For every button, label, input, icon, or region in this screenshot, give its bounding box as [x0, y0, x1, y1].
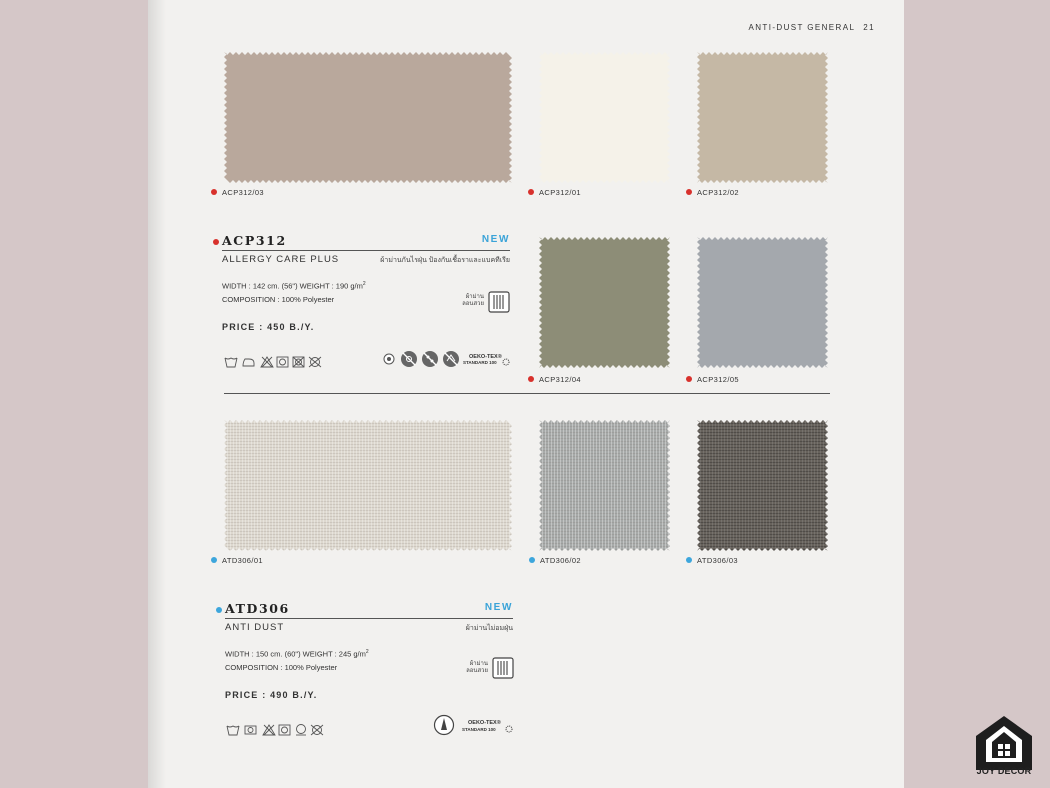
composition: COMPOSITION : 100% Polyester	[225, 662, 338, 672]
swatch-code-text: ATD306/02	[540, 556, 581, 565]
swatch-acp312-05[interactable]	[697, 237, 828, 368]
fabric-swatch	[697, 420, 828, 551]
page-header	[0, 23, 875, 32]
swatch-atd306-03[interactable]	[697, 420, 828, 551]
swatch-code-text: ACP312/01	[539, 188, 581, 197]
swatch-code	[211, 188, 264, 197]
no-dry-clean-icon	[309, 357, 321, 367]
svg-text:OEKO-TEX®: OEKO-TEX®	[469, 354, 502, 360]
swatch-code	[686, 556, 738, 565]
marker-dot	[211, 189, 217, 195]
svg-text:OEKO-TEX®: OEKO-TEX®	[468, 720, 501, 726]
swatch-acp312-03[interactable]	[224, 52, 512, 183]
wash-30-icon	[227, 726, 239, 735]
product-name: ATD306	[225, 601, 290, 616]
no-bleach-icon	[263, 725, 275, 735]
marker-dot	[686, 376, 692, 382]
product-title-row	[225, 602, 513, 619]
care-icons	[224, 355, 324, 369]
swatch-atd306-02[interactable]	[539, 420, 670, 551]
swatch-acp312-04[interactable]	[539, 237, 670, 368]
pleat-label: ผ้าม่าน ลอนสวย	[462, 294, 484, 307]
price: PRICE : 490 B./Y.	[225, 689, 318, 700]
brand-name: JOY DECOR	[976, 766, 1032, 776]
composition: COMPOSITION : 100% Polyester	[222, 294, 335, 304]
marker-dot	[216, 607, 222, 613]
no-bleach-icon	[261, 357, 273, 367]
new-badge: NEW	[481, 234, 510, 245]
dry-clean-icon	[296, 725, 306, 736]
fabric-swatch	[539, 52, 670, 183]
page-fold-shadow	[148, 0, 166, 788]
no-tumble-dry-icon	[293, 357, 304, 367]
marker-dot	[211, 557, 217, 563]
fabric-swatch	[539, 237, 670, 368]
pleat-icon	[492, 657, 514, 679]
product-title-row	[222, 234, 510, 251]
swatch-code	[529, 556, 581, 565]
fabric-swatch	[697, 237, 828, 368]
product-acp312	[222, 234, 510, 332]
swatch-code	[686, 375, 739, 384]
dust-mite-icon	[384, 354, 394, 364]
swatch-code	[528, 375, 581, 384]
swatch-code	[528, 188, 581, 197]
subtitle-en: ANTI DUST	[225, 622, 285, 633]
swatch-code-text: ATD306/03	[697, 556, 738, 565]
subtitle-en: ALLERGY CARE PLUS	[222, 254, 340, 265]
swatch-code	[686, 188, 739, 197]
width-weight: WIDTH : 142 cm. (56") WEIGHT : 190 $g/m^2$	[222, 281, 366, 291]
fabric-swatch	[224, 52, 512, 183]
wash-30-icon	[225, 358, 237, 367]
feature-icons	[381, 349, 511, 369]
width-weight: WIDTH : 150 cm. (60") WEIGHT : 245 $g/m^2$	[225, 649, 369, 659]
marker-dot	[686, 557, 692, 563]
subtitle-th: ผ้าม่านกันไรฝุ่น ป้องกันเชื้อราและแบคทีเรีย	[380, 257, 510, 264]
feature-icons	[433, 714, 515, 736]
product-atd306	[225, 602, 513, 700]
page-number: 21	[863, 23, 875, 32]
marker-dot	[529, 557, 535, 563]
tumble-dry-icon	[277, 357, 288, 367]
svg-text:STANDARD 100: STANDARD 100	[463, 360, 497, 365]
marker-dot	[528, 189, 534, 195]
marker-dot	[213, 239, 219, 245]
swatch-code-text: ACP312/02	[697, 188, 739, 197]
swatch-code-text: ACP312/04	[539, 375, 581, 384]
fabric-swatch	[697, 52, 828, 183]
oeko-tex-icon	[463, 353, 509, 365]
iron-icon	[243, 359, 254, 366]
anti-bacteria-icon	[401, 351, 417, 367]
section-title: ANTI-DUST GENERAL	[748, 23, 856, 32]
price: PRICE : 450 B./Y.	[222, 321, 315, 332]
tumble-dry-icon	[245, 726, 256, 734]
swatch-acp312-02[interactable]	[697, 52, 828, 183]
swatch-acp312-01[interactable]	[539, 52, 670, 183]
fabric-swatch	[539, 420, 670, 551]
swatch-code-text: ATD306/01	[222, 556, 263, 565]
oeko-tex-icon	[462, 719, 512, 732]
anti-mold-icon	[422, 351, 438, 367]
no-dry-clean-icon	[311, 725, 323, 735]
svg-text:STANDARD 100: STANDARD 100	[462, 727, 496, 732]
pleat-icon	[488, 291, 510, 313]
swatch-atd306-01[interactable]	[224, 420, 512, 551]
swatch-code-text: ACP312/03	[222, 188, 264, 197]
care-icons	[226, 723, 326, 737]
section-divider	[224, 393, 830, 394]
fabric-swatch	[224, 420, 512, 551]
anti-dust-icon	[435, 716, 454, 735]
new-badge: NEW	[484, 602, 513, 613]
product-subtitle	[225, 622, 513, 636]
product-name: ACP312	[222, 233, 287, 248]
dry-icon	[279, 725, 290, 735]
marker-dot	[528, 376, 534, 382]
product-subtitle	[222, 254, 510, 268]
anti-dust-icon	[443, 351, 459, 367]
marker-dot	[686, 189, 692, 195]
swatch-code	[211, 556, 263, 565]
swatch-code-text: ACP312/05	[697, 375, 739, 384]
pleat-label: ผ้าม่าน ลอนสวย	[466, 661, 488, 674]
subtitle-th: ผ้าม่านไม่อมฝุ่น	[465, 625, 513, 632]
